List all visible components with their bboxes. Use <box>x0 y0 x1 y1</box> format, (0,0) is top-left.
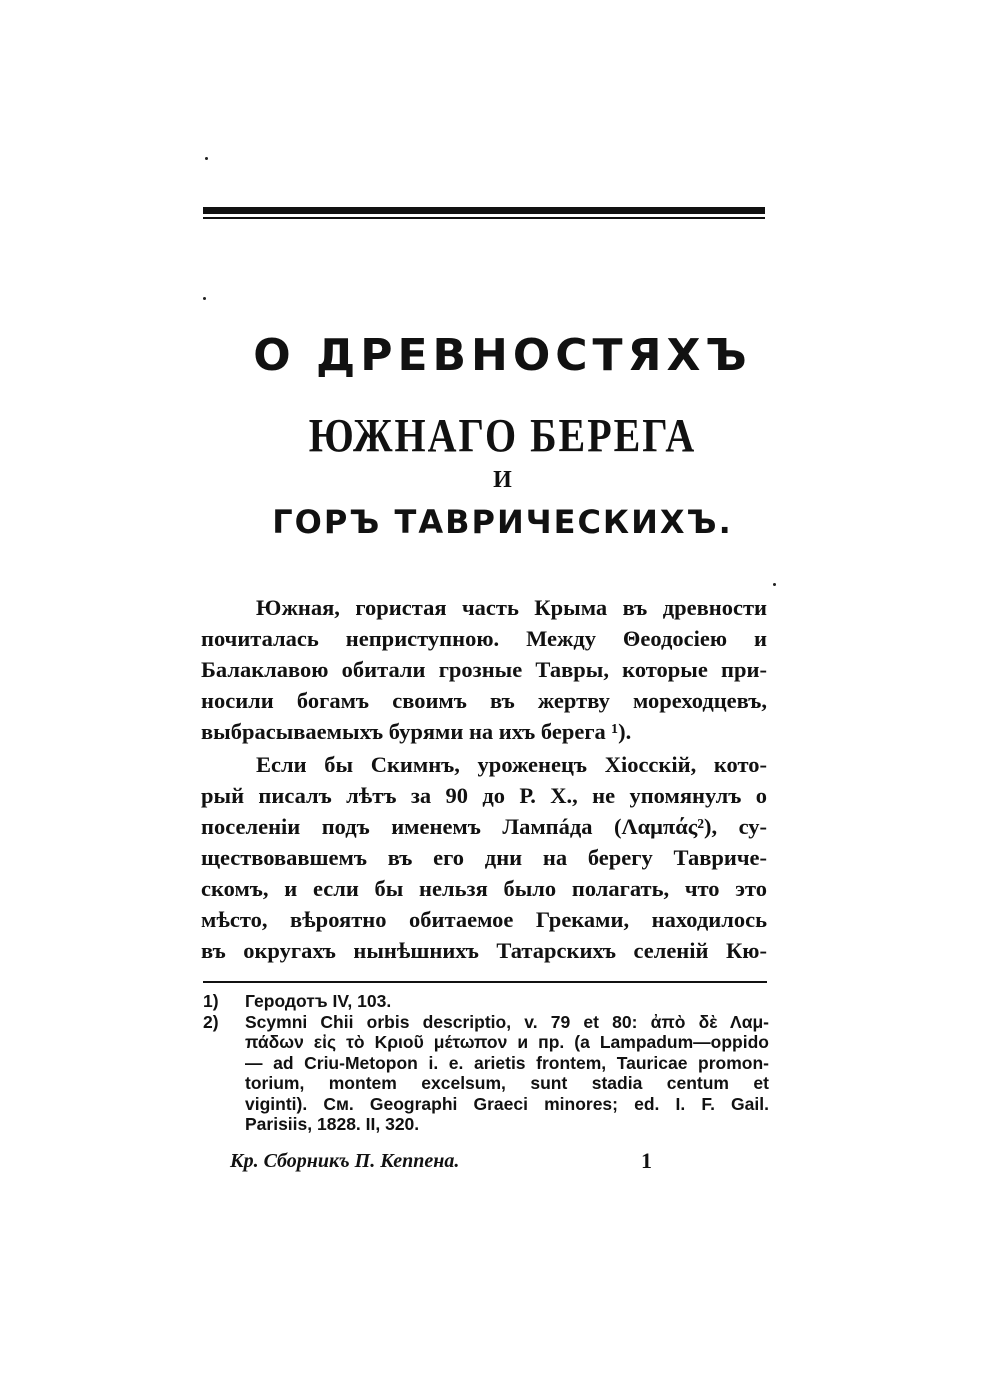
footnote-2 <box>203 1012 769 1135</box>
header-double-rule <box>203 207 765 219</box>
text-line: Южная, гористая часть Крыма въ древности <box>256 595 767 620</box>
body-text <box>201 592 767 966</box>
footnote-text <box>245 991 769 1012</box>
text-line: ществовавшемъ въ его дни на берегу Тавриче- <box>201 845 767 870</box>
footnote-text <box>245 1012 769 1135</box>
text-line: Балаклавою обитали грозные Тавры, которые при- <box>201 657 767 682</box>
title-line-3: И <box>493 467 512 493</box>
text-line: рый писалъ лѣтъ за 90 до Р. Х., не упомянулъ о <box>201 783 767 808</box>
text-line: поселеніи подъ именемъ Лампáда (Λαμπάς²), су- <box>201 814 767 839</box>
page-number: 1 <box>641 1148 652 1173</box>
footnote-line: — ad Criu-Metopon i. e. arietis frontem, Tauricae promon- <box>245 1052 769 1073</box>
paragraph-2 <box>201 749 767 966</box>
footnote-line: viginti). См. Geographi Graeci minores; ed. I. F. Gail. <box>245 1093 769 1114</box>
paper-speck <box>203 297 206 300</box>
footnote-line: πάδων εἰς τὸ Κριοῦ μέτωπον и пр. (a Lampadum—oppido <box>245 1032 769 1052</box>
title-line-4: ГОРЪ ТАВРИЧЕСКИХЪ. <box>272 503 733 541</box>
text-line: почиталась неприступною. Между Θеодосіею и <box>201 626 767 651</box>
paragraph-1 <box>201 592 767 747</box>
paper-speck <box>773 583 776 586</box>
footnote-number: 1) <box>203 991 219 1011</box>
signature-mark: Кр. Сборникъ П. Кеппена. <box>230 1150 460 1172</box>
footnote-line: Scymni Chii orbis descriptio, v. 79 et 80: ἀπὸ δὲ Λαμ- <box>245 1011 769 1032</box>
footnote-number: 2) <box>203 1011 219 1032</box>
header-rule-thin <box>203 217 765 219</box>
text-line: носили богамъ своимъ въ жертву мореходцевъ, <box>201 688 767 713</box>
text-line: мѣсто, вѣроятно обитаемое Греками, находилось <box>201 907 767 932</box>
footnote-rule <box>203 981 767 983</box>
paper-speck <box>205 157 208 160</box>
title-line-2: ЮЖНАГО БЕРЕГА <box>308 408 697 463</box>
footnote-1 <box>203 991 769 1012</box>
text-line: въ округахъ нынѣшнихъ Татарскихъ селеній Кю- <box>201 938 767 963</box>
footnote-line: Parisiis, 1828. II, 320. <box>245 1114 420 1134</box>
text-line: выбрасываемыхъ бурями на ихъ берега ¹). <box>201 719 632 744</box>
footnote-line: Геродотъ IV, 103. <box>245 991 392 1011</box>
title-line-1: О ДРЕВНОСТЯХЪ <box>253 330 752 381</box>
text-line: скомъ, и если бы нельзя было полагать, что это <box>201 876 767 901</box>
footnote-line: torium, montem excelsum, sunt stadia centum et <box>245 1073 769 1093</box>
footnotes <box>203 991 769 1135</box>
text-line: Если бы Скимнъ, уроженецъ Хіосскій, кото- <box>256 752 767 777</box>
header-rule-thick <box>203 207 765 214</box>
